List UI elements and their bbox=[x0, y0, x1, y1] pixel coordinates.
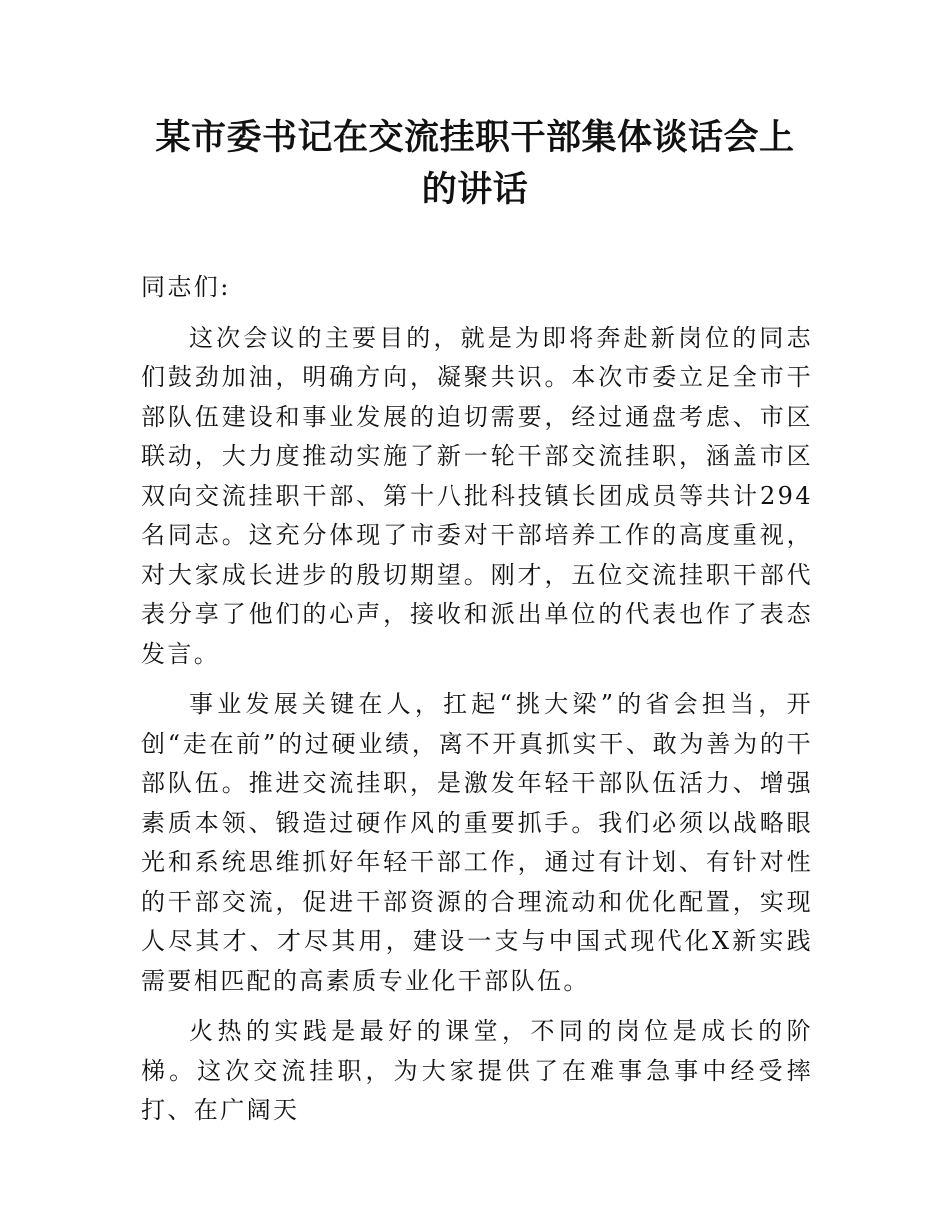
salutation: 同志们: bbox=[141, 273, 231, 301]
paragraph: 事业发展关键在人，扛起“挑大梁”的省会担当，开创“走在前”的过硬业绩，离不开真抓实干、敢为善为的干部队伍。推进交流挂职，是激发年轻干部队伍活力、增强素质本领、锻造过硬作风的重要抓手。我们必须以战略眼光和系统思维抓好年轻干部工作，通过有计划、有针对性的干部交流，促进干部资源的合理流动和优化配置，实现人尽其才、才尽其用，建设一支与中国式现代化X新实践需要相匹配的高素质专业化干部队伍。 bbox=[141, 690, 813, 995]
document-body bbox=[141, 268, 813, 1142]
paragraph: 这次会议的主要目的，就是为即将奔赴新岗位的同志们鼓劲加油，明确方向，凝聚共识。本次市委立足全市干部队伍建设和事业发展的迫切需要，经过通盘考虑、市区联动，大力度推动实施了新一轮干部交流挂职，涵盖市区双向交流挂职干部、第十八批科技镇长团成员等共计294名同志。这充分体现了市委对干部培养工作的高度重视，对大家成长进步的殷切期望。刚才，五位交流挂职干部代表分享了他们的心声，接收和派出单位的代表也作了表态发言。 bbox=[141, 323, 813, 668]
paragraph: 火热的实践是最好的课堂，不同的岗位是成长的阶梯。这次交流挂职，为大家提供了在难事急事中经受摔打、在广阔天 bbox=[141, 1017, 813, 1124]
document-title: 某市委书记在交流挂职干部集体谈话会上的讲话 bbox=[155, 117, 795, 210]
